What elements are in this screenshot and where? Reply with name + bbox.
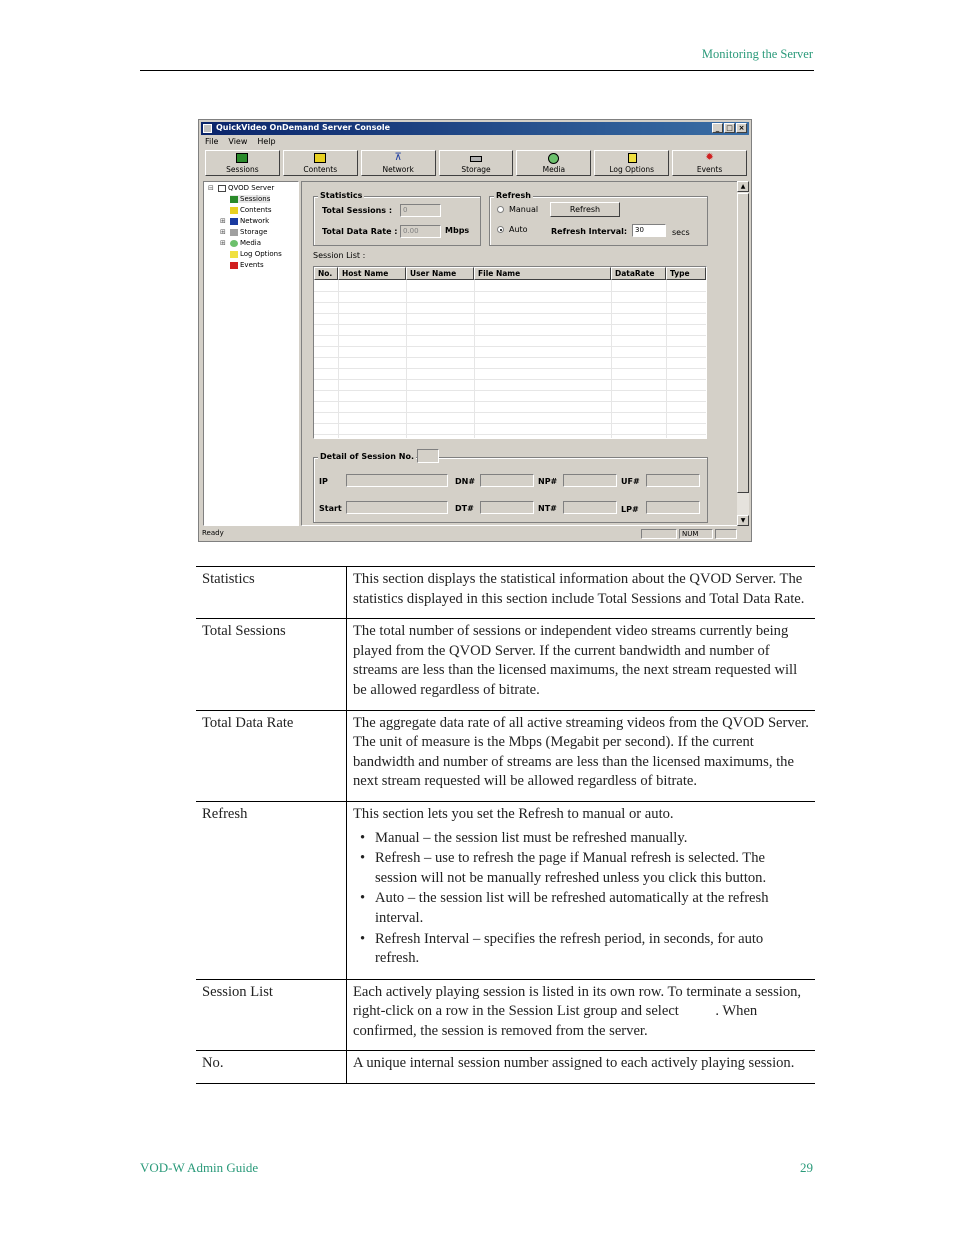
- description-row: [196, 710, 815, 801]
- vertical-scrollbar[interactable]: [737, 181, 749, 526]
- grid-line: [314, 412, 706, 413]
- minimize-icon[interactable]: _: [712, 123, 723, 133]
- statistics-title: Statistics: [320, 191, 363, 200]
- toolbar-media-button[interactable]: Media: [516, 150, 591, 176]
- session-list-table[interactable]: [313, 266, 707, 439]
- bullet-item: • Manual – the session list must be refreshed manually.: [375, 829, 809, 849]
- statistics-group: [313, 191, 481, 246]
- tree-item-storage[interactable]: Storage: [230, 228, 267, 236]
- grid-line: [314, 423, 706, 424]
- session-list-label: Session List :: [313, 251, 366, 260]
- data-rate-unit: Mbps: [445, 226, 470, 235]
- status-panel-3: [715, 529, 737, 539]
- footer-guide-title: VOD-W Admin Guide: [140, 1160, 259, 1175]
- events-icon: ✹: [705, 152, 714, 163]
- menu-bar: [205, 137, 276, 146]
- total-sessions-label: Total Sessions :: [322, 206, 393, 215]
- description-cell: [347, 979, 816, 1051]
- grid-line: [314, 335, 706, 336]
- toolbar-events-button[interactable]: ✹ Events: [672, 150, 747, 176]
- contents-icon: [314, 153, 326, 163]
- column-user-name[interactable]: User Name: [406, 267, 474, 280]
- total-data-rate-label: Total Data Rate :: [322, 227, 398, 236]
- term-cell: Refresh: [196, 801, 347, 979]
- description-cell: [347, 801, 816, 979]
- dn-field: [480, 474, 534, 487]
- status-panel-1: [641, 529, 677, 539]
- np-label: NP#: [538, 477, 558, 486]
- description-cell: [347, 567, 816, 619]
- description-text: This section displays the statistical information about the QVOD Server. The statistics displayed in this section include Total Sessions and Total Data Rate.: [353, 571, 806, 607]
- description-cell: [347, 1051, 816, 1084]
- manual-radio[interactable]: [497, 206, 504, 213]
- window-title: QuickVideo OnDemand Server Console: [216, 123, 391, 132]
- np-field: [563, 474, 617, 487]
- auto-label: Auto: [509, 225, 528, 234]
- toolbar-sessions-button[interactable]: Sessions: [205, 150, 280, 176]
- description-cell: [347, 710, 816, 801]
- session-detail-title: Detail of Session No.: [320, 452, 414, 461]
- toolbar-storage-button[interactable]: Storage: [439, 150, 514, 176]
- media-icon: [548, 153, 559, 164]
- storage-icon: [470, 156, 482, 162]
- grid-line: [314, 302, 706, 303]
- description-text: This section lets you set the Refresh to manual or auto.: [353, 805, 674, 822]
- refresh-interval-input[interactable]: 30: [632, 224, 666, 237]
- description-row: [196, 1051, 815, 1084]
- term-cell: Total Sessions: [196, 619, 347, 710]
- tree-item-log-options[interactable]: Log Options: [230, 250, 282, 258]
- refresh-button[interactable]: Refresh: [550, 202, 620, 217]
- log-options-icon: [230, 251, 238, 258]
- tree-root[interactable]: QVOD Server: [218, 184, 274, 192]
- sessions-icon: [236, 153, 248, 163]
- page-header-section: Monitoring the Server: [701, 47, 813, 61]
- description-row: [196, 567, 815, 619]
- network-icon: ⊼: [394, 152, 402, 163]
- title-bar: [201, 122, 749, 135]
- toolbar-contents-button[interactable]: Contents: [283, 150, 358, 176]
- start-field: [346, 501, 448, 514]
- dn-label: DN#: [455, 477, 476, 486]
- expand-icon[interactable]: ⊞: [220, 217, 226, 225]
- collapse-icon[interactable]: ⊟: [208, 184, 214, 192]
- session-number-field: [417, 449, 439, 463]
- tree-item-events[interactable]: Events: [230, 261, 264, 269]
- ip-label: IP: [319, 477, 328, 486]
- grid-line: [314, 346, 706, 347]
- column-host-name[interactable]: Host Name: [338, 267, 406, 280]
- description-cell: [347, 619, 816, 710]
- storage-icon: [230, 229, 238, 236]
- column-no[interactable]: No.: [314, 267, 338, 280]
- description-row: [196, 801, 815, 979]
- ip-field: [346, 474, 448, 487]
- menu-help[interactable]: Help: [257, 137, 276, 146]
- refresh-title: Refresh: [496, 191, 531, 200]
- sessions-icon: [230, 196, 238, 203]
- contents-icon: [230, 207, 238, 214]
- grid-line: [314, 357, 706, 358]
- events-icon: [230, 262, 238, 269]
- bullet-item: • Auto – the session list will be refreshed automatically at the refresh interval.: [375, 889, 809, 928]
- dt-field: [480, 501, 534, 514]
- nt-label: NT#: [538, 504, 557, 513]
- grid-line: [314, 434, 706, 435]
- uf-field: [646, 474, 700, 487]
- bullet-list: [353, 829, 809, 969]
- tree-item-contents[interactable]: Contents: [230, 206, 272, 214]
- manual-label: Manual: [509, 205, 539, 214]
- grid-line: [314, 379, 706, 380]
- status-text: Ready: [202, 529, 224, 537]
- dt-label: DT#: [455, 504, 474, 513]
- column-file-name[interactable]: File Name: [474, 267, 611, 280]
- auto-radio[interactable]: [497, 226, 504, 233]
- status-bar: [201, 528, 749, 540]
- grid-line: [314, 401, 706, 402]
- column-type[interactable]: Type: [666, 267, 706, 280]
- server-icon: [218, 185, 226, 192]
- grid-line: [314, 291, 706, 292]
- refresh-interval-unit: secs: [672, 228, 690, 237]
- footer-page-number: 29: [800, 1160, 813, 1175]
- description-text: A unique internal session number assigned to each actively playing session.: [353, 1055, 795, 1072]
- log-options-icon: [628, 153, 637, 163]
- lp-field: [646, 501, 700, 514]
- term-cell: No.: [196, 1051, 347, 1084]
- grid-line: [314, 368, 706, 369]
- server-console-window: [198, 119, 752, 542]
- navigation-tree: [203, 181, 299, 526]
- maximize-icon[interactable]: □: [724, 123, 735, 133]
- term-cell: Session List: [196, 979, 347, 1051]
- network-icon: [230, 218, 238, 225]
- description-row: [196, 619, 815, 710]
- refresh-interval-label: Refresh Interval:: [551, 227, 628, 236]
- grid-line: [314, 390, 706, 391]
- menu-view[interactable]: View: [228, 137, 248, 146]
- scroll-up-icon[interactable]: ▲: [737, 181, 749, 192]
- app-icon: [203, 124, 212, 133]
- scroll-down-icon[interactable]: ▼: [737, 515, 749, 526]
- column-datarate[interactable]: DataRate: [611, 267, 666, 280]
- description-text: Each actively playing session is listed in its own row. To terminate a session, right-click on a row in the Session List group and select . When confirmed, the session is removed from the server.: [353, 983, 805, 1039]
- total-data-rate-field: 0.00: [400, 225, 441, 238]
- term-cell: Total Data Rate: [196, 710, 347, 801]
- description-text: The total number of sessions or independent video streams currently being played from the QVOD Server. If the current bandwidth and number of streams are less than the licensed maximums, the next stream requested will be allowed regardless of bitrate.: [353, 623, 801, 698]
- toolbar: [205, 150, 747, 177]
- scroll-thumb[interactable]: [737, 193, 749, 493]
- total-sessions-field: 0: [400, 204, 441, 217]
- tree-item-media[interactable]: Media: [230, 239, 261, 247]
- nt-field: [563, 501, 617, 514]
- description-row: [196, 979, 815, 1051]
- description-text: The aggregate data rate of all active streaming videos from the QVOD Server. The unit of measure is the Mbps (Megabit per second). If the current bandwidth and number of streams are less than the licensed maximums, the next stream requested will be allowed regardless of bitrate.: [353, 714, 813, 790]
- start-label: Start: [319, 504, 342, 513]
- grid-line: [314, 313, 706, 314]
- tree-item-sessions[interactable]: Sessions: [230, 195, 270, 203]
- uf-label: UF#: [621, 477, 640, 486]
- expand-icon[interactable]: ⊞: [220, 228, 226, 236]
- header-rule: [140, 70, 814, 71]
- bullet-item: • Refresh Interval – specifies the refresh period, in seconds, for auto refresh.: [375, 930, 809, 969]
- status-num: NUM: [679, 529, 713, 539]
- expand-icon[interactable]: ⊞: [220, 239, 226, 247]
- term-cell: Statistics: [196, 567, 347, 619]
- bullet-item: • Refresh – use to refresh the page if Manual refresh is selected. The session will not be manually refreshed unless you click this button.: [375, 849, 809, 888]
- lp-label: LP#: [621, 505, 639, 514]
- toolbar-network-button[interactable]: ⊼ Network: [361, 150, 436, 176]
- field-description-table: [196, 566, 815, 1084]
- close-icon[interactable]: ×: [736, 123, 747, 133]
- menu-file[interactable]: File: [205, 137, 219, 146]
- toolbar-log-options-button[interactable]: Log Options: [594, 150, 669, 176]
- tree-item-network[interactable]: Network: [230, 217, 269, 225]
- media-icon: [230, 240, 238, 247]
- grid-line: [314, 324, 706, 325]
